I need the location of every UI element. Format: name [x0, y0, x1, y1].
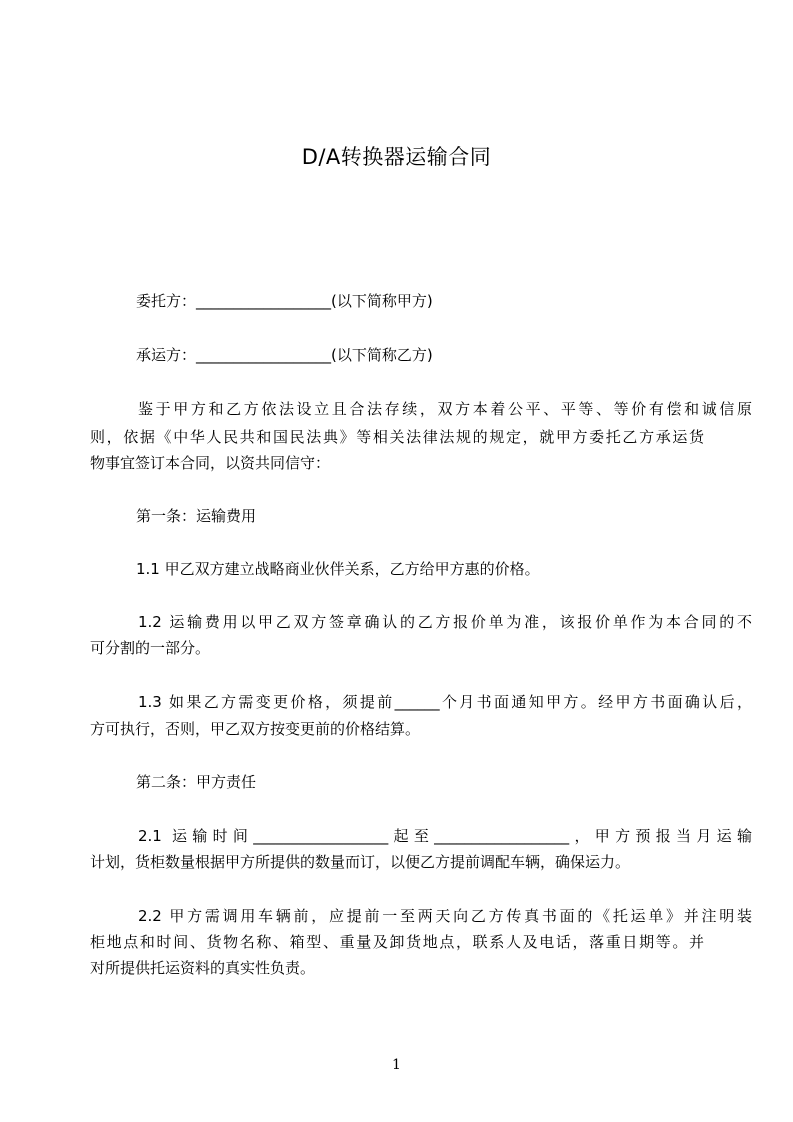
clause-1-2-line-2: 可分割的一部分。: [90, 639, 211, 657]
clause-2-1-line-2: 计划，货柜数量根据甲方所提供的数量而订，以便乙方提前调配车辆，确保运力。: [90, 853, 631, 871]
page-number: 1: [392, 1057, 401, 1073]
clause-2-2-line-2: 柜地点和时间、货物名称、箱型、重量及卸货地点，联系人及电话，落重日期等。并: [90, 933, 704, 951]
clause-1-2-line-1: 1.2 运输费用以甲乙双方签章确认的乙方报价单为准，该报价单作为本合同的不: [138, 613, 752, 631]
preamble-line-3: 物事宜签订本合同，以资共同信守：: [90, 454, 331, 472]
clause-1-3-line-1: 1.3 如果乙方需变更价格，须提前______个月书面通知甲方。经甲方书面确认后，: [138, 693, 752, 711]
clause-2-2-line-3: 对所提供托运资料的真实性负责。: [90, 959, 316, 977]
clause-2-1-line-1: 2.1 运输时间__________________起至__________________，甲方预报当月运输: [138, 827, 752, 845]
article-2-heading: 第二条：甲方责任: [136, 773, 257, 791]
party-b-line: 承运方：__________________(以下简称乙方): [136, 346, 433, 364]
clause-2-2-line-1: 2.2 甲方需调用车辆前，应提前一至两天向乙方传真书面的《托运单》并注明装: [138, 907, 752, 925]
party-a-line: 委托方：__________________(以下简称甲方): [136, 292, 433, 310]
clause-1-1: 1.1 甲乙双方建立战略商业伙伴关系，乙方给甲方惠的价格。: [136, 560, 540, 578]
preamble-line-1: 鉴于甲方和乙方依法设立且合法存续，双方本着公平、平等、等价有偿和诚信原: [138, 400, 752, 418]
preamble-line-2: 则，依据《中华人民共和国民法典》等相关法律法规的规定，就甲方委托乙方承运货: [90, 428, 704, 446]
document-title: D/A转换器运输合同: [301, 145, 492, 169]
article-1-heading: 第一条：运输费用: [136, 507, 257, 525]
clause-1-3-line-2: 方可执行，否则，甲乙双方按变更前的价格结算。: [90, 720, 421, 738]
